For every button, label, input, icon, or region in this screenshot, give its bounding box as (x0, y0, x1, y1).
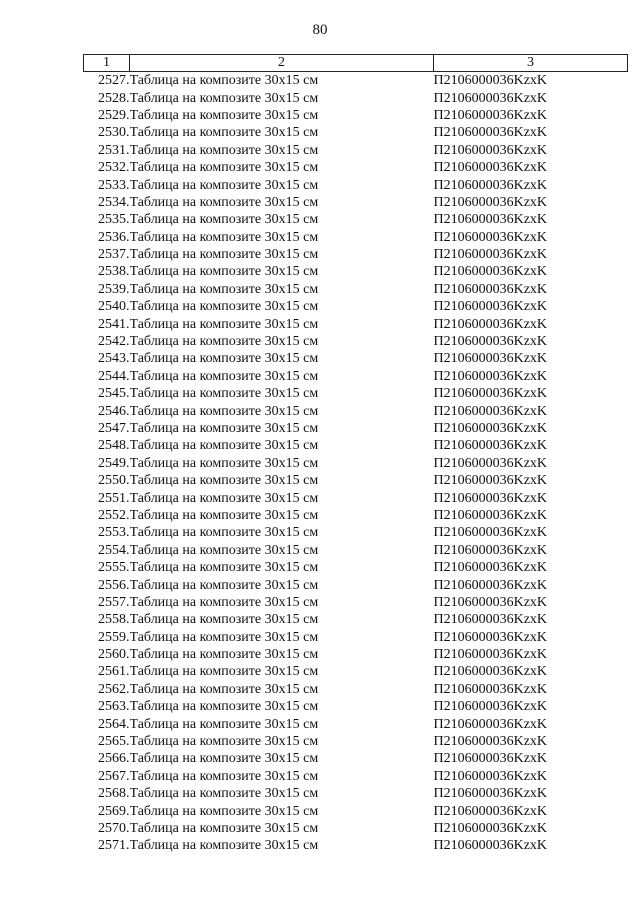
item-name: Таблица на композите 30х15 см (129, 194, 319, 210)
item-code: П2106000036KzxK (433, 664, 548, 680)
row-number: 2568. (98, 786, 130, 802)
item-name: Таблица на композите 30х15 см (129, 264, 319, 280)
item-code: П2106000036KzxK (433, 786, 548, 802)
item-name: Таблица на композите 30х15 см (129, 820, 319, 836)
item-name: Таблица на композите 30х15 см (129, 594, 319, 610)
row-number: 2571. (98, 838, 130, 854)
item-name: Таблица на композите 30х15 см (129, 507, 319, 523)
item-name: Таблица на композите 30х15 см (129, 699, 319, 715)
row-number: 2531. (98, 142, 130, 158)
table-row (84, 507, 628, 524)
row-number: 2548. (98, 438, 130, 454)
column-header-2: 2 (130, 55, 434, 72)
row-number: 2530. (98, 125, 130, 141)
table-row (84, 681, 628, 698)
page-number: 80 (312, 22, 328, 38)
row-number: 2536. (98, 229, 130, 245)
item-name: Таблица на композите 30х15 см (129, 473, 319, 489)
table-row (84, 124, 628, 141)
item-name: Таблица на композите 30х15 см (129, 212, 319, 228)
item-code: П2106000036KzxK (433, 107, 548, 123)
row-number: 2547. (98, 421, 130, 436)
item-code: П2106000036KzxK (433, 403, 548, 419)
table-row (84, 733, 628, 750)
item-name: Таблица на композите 30х15 см (129, 334, 319, 350)
row-number: 2556. (98, 577, 130, 593)
row-number: 2559. (98, 629, 130, 645)
item-name: Таблица на композите 30х15 см (129, 368, 319, 384)
table-row (84, 420, 628, 437)
item-code: П2106000036KzxK (433, 473, 548, 489)
item-code: П2106000036KzxK (433, 647, 548, 663)
column-header-1: 1 (84, 55, 130, 72)
row-number: 2569. (98, 803, 130, 819)
row-number: 2538. (98, 264, 130, 280)
row-number: 2543. (98, 351, 130, 367)
row-number: 2554. (98, 542, 130, 558)
item-code: П2106000036KzxK (433, 507, 548, 523)
item-code: П2106000036KzxK (433, 768, 548, 784)
item-name: Таблица на композите 30х15 см (129, 734, 319, 750)
table-row (84, 768, 628, 785)
item-code: П2106000036KzxK (433, 820, 548, 836)
item-name: Таблица на композите 30х15 см (129, 125, 319, 141)
item-name: Таблица на композите 30х15 см (129, 542, 319, 558)
item-code: П2106000036KzxK (433, 751, 548, 767)
row-number: 2564. (98, 716, 130, 732)
item-name: Таблица на композите 30х15 см (129, 490, 319, 506)
row-number: 2529. (98, 107, 130, 123)
item-code: П2106000036KzxK (433, 560, 548, 576)
item-name: Таблица на композите 30х15 см (129, 247, 319, 263)
row-number: 2544. (98, 368, 130, 384)
table-body (84, 72, 628, 855)
row-number: 2551. (98, 490, 130, 506)
item-code: П2106000036KzxK (433, 177, 548, 193)
table-row (84, 646, 628, 663)
table-row (84, 176, 628, 193)
table-row (84, 402, 628, 419)
row-number: 2563. (98, 699, 130, 715)
table-row (84, 246, 628, 263)
row-number: 2553. (98, 525, 130, 541)
item-code: П2106000036KzxK (433, 386, 548, 402)
item-name: Таблица на композите 30х15 см (129, 421, 319, 436)
row-number: 2528. (98, 90, 130, 106)
item-name: Таблица на композите 30х15 см (129, 560, 319, 576)
table-row (84, 229, 628, 246)
row-number: 2533. (98, 177, 130, 193)
item-code: П2106000036KzxK (433, 421, 548, 436)
table-row (84, 489, 628, 506)
table-row (84, 89, 628, 106)
row-number: 2546. (98, 403, 130, 419)
table-row (84, 211, 628, 228)
table-row (84, 315, 628, 332)
item-name: Таблица на композите 30х15 см (129, 768, 319, 784)
table-row (84, 159, 628, 176)
table-row (84, 820, 628, 837)
table-row (84, 472, 628, 489)
table-row (84, 629, 628, 646)
table-row (84, 298, 628, 315)
item-code: П2106000036KzxK (433, 368, 548, 384)
item-name: Таблица на композите 30х15 см (129, 160, 319, 176)
table-row (84, 385, 628, 402)
item-name: Таблица на композите 30х15 см (129, 647, 319, 663)
table-row (84, 559, 628, 576)
item-name: Таблица на композите 30х15 см (129, 229, 319, 245)
table-row (84, 524, 628, 541)
item-code: П2106000036KzxK (433, 612, 548, 628)
item-code: П2106000036KzxK (433, 334, 548, 350)
item-name: Таблица на композите 30х15 см (129, 525, 319, 541)
table-row (84, 611, 628, 628)
row-number: 2534. (98, 194, 130, 210)
item-name: Таблица на композите 30х15 см (129, 299, 319, 315)
item-code: П2106000036KzxK (433, 594, 548, 610)
table-row (84, 368, 628, 385)
row-number: 2561. (98, 664, 130, 680)
item-code: П2106000036KzxK (433, 681, 548, 697)
row-number: 2541. (98, 316, 130, 332)
row-number: 2545. (98, 386, 130, 402)
item-code: П2106000036KzxK (433, 803, 548, 819)
item-code: П2106000036KzxK (433, 264, 548, 280)
row-number: 2532. (98, 160, 130, 176)
item-name: Таблица на композите 30х15 см (129, 455, 319, 471)
table-row (84, 750, 628, 767)
item-code: П2106000036KzxK (433, 125, 548, 141)
table-row (84, 576, 628, 593)
item-code: П2106000036KzxK (433, 73, 548, 89)
item-code: П2106000036KzxK (433, 90, 548, 106)
row-number: 2565. (98, 734, 130, 750)
item-name: Таблица на композите 30х15 см (129, 142, 319, 158)
item-name: Таблица на композите 30х15 см (129, 107, 319, 123)
row-number: 2558. (98, 612, 130, 628)
item-name: Таблица на композите 30х15 см (129, 177, 319, 193)
item-code: П2106000036KzxK (433, 316, 548, 332)
row-number: 2540. (98, 299, 130, 315)
row-number: 2535. (98, 212, 130, 228)
item-code: П2106000036KzxK (433, 281, 548, 297)
table-row (84, 437, 628, 454)
item-name: Таблица на композите 30х15 см (129, 90, 319, 106)
item-name: Таблица на композите 30х15 см (129, 681, 319, 697)
row-number: 2542. (98, 334, 130, 350)
row-number: 2549. (98, 455, 130, 471)
table-row (84, 142, 628, 159)
item-name: Таблица на композите 30х15 см (129, 281, 319, 297)
item-code: П2106000036KzxK (433, 299, 548, 315)
row-number: 2552. (98, 507, 130, 523)
row-number: 2550. (98, 473, 130, 489)
item-code: П2106000036KzxK (433, 629, 548, 645)
item-code: П2106000036KzxK (433, 577, 548, 593)
row-number: 2539. (98, 281, 130, 297)
item-code: П2106000036KzxK (433, 716, 548, 732)
table-row (84, 107, 628, 124)
item-name: Таблица на композите 30х15 см (129, 73, 319, 89)
item-name: Таблица на композите 30х15 см (129, 438, 319, 454)
table-row (84, 72, 628, 90)
table-row (84, 837, 628, 854)
item-code: П2106000036KzxK (433, 142, 548, 158)
item-name: Таблица на композите 30х15 см (129, 577, 319, 593)
row-number: 2560. (98, 647, 130, 663)
row-number: 2570. (98, 820, 130, 836)
item-name: Таблица на композите 30х15 см (129, 386, 319, 402)
row-number: 2527. (98, 73, 130, 89)
item-name: Таблица на композите 30х15 см (129, 838, 319, 854)
item-code: П2106000036KzxK (433, 490, 548, 506)
item-code: П2106000036KzxK (433, 212, 548, 228)
table-row (84, 333, 628, 350)
item-name: Таблица на композите 30х15 см (129, 403, 319, 419)
item-name: Таблица на композите 30х15 см (129, 716, 319, 732)
table-row (84, 785, 628, 802)
item-code: П2106000036KzxK (433, 734, 548, 750)
table-row (84, 350, 628, 367)
table-row (84, 194, 628, 211)
item-code: П2106000036KzxK (433, 542, 548, 558)
item-code: П2106000036KzxK (433, 247, 548, 263)
item-name: Таблица на композите 30х15 см (129, 664, 319, 680)
row-number: 2562. (98, 681, 130, 697)
item-code: П2106000036KzxK (433, 160, 548, 176)
table-row (84, 281, 628, 298)
table-row (84, 594, 628, 611)
table-row (84, 263, 628, 280)
table-header-row (84, 55, 628, 72)
item-code: П2106000036KzxK (433, 229, 548, 245)
item-code: П2106000036KzxK (433, 838, 548, 854)
item-code: П2106000036KzxK (433, 525, 548, 541)
item-name: Таблица на композите 30х15 см (129, 351, 319, 367)
table-row (84, 455, 628, 472)
item-code: П2106000036KzxK (433, 194, 548, 210)
item-name: Таблица на композите 30х15 см (129, 751, 319, 767)
item-code: П2106000036KzxK (433, 699, 548, 715)
item-code: П2106000036KzxK (433, 455, 548, 471)
item-code: П2106000036KzxK (433, 351, 548, 367)
row-number: 2555. (98, 560, 130, 576)
item-name: Таблица на композите 30х15 см (129, 803, 319, 819)
row-number: 2566. (98, 751, 130, 767)
table-row (84, 802, 628, 819)
items-table (83, 54, 628, 855)
item-name: Таблица на композите 30х15 см (129, 629, 319, 645)
item-name: Таблица на композите 30х15 см (129, 316, 319, 332)
row-number: 2537. (98, 247, 130, 263)
row-number: 2557. (98, 594, 130, 610)
item-code: П2106000036KzxK (433, 438, 548, 454)
table-row (84, 698, 628, 715)
column-header-3: 3 (434, 55, 628, 72)
table-row (84, 663, 628, 680)
table-row (84, 715, 628, 732)
item-name: Таблица на композите 30х15 см (129, 612, 319, 628)
table-row (84, 542, 628, 559)
row-number: 2567. (98, 768, 130, 784)
item-name: Таблица на композите 30х15 см (129, 786, 319, 802)
